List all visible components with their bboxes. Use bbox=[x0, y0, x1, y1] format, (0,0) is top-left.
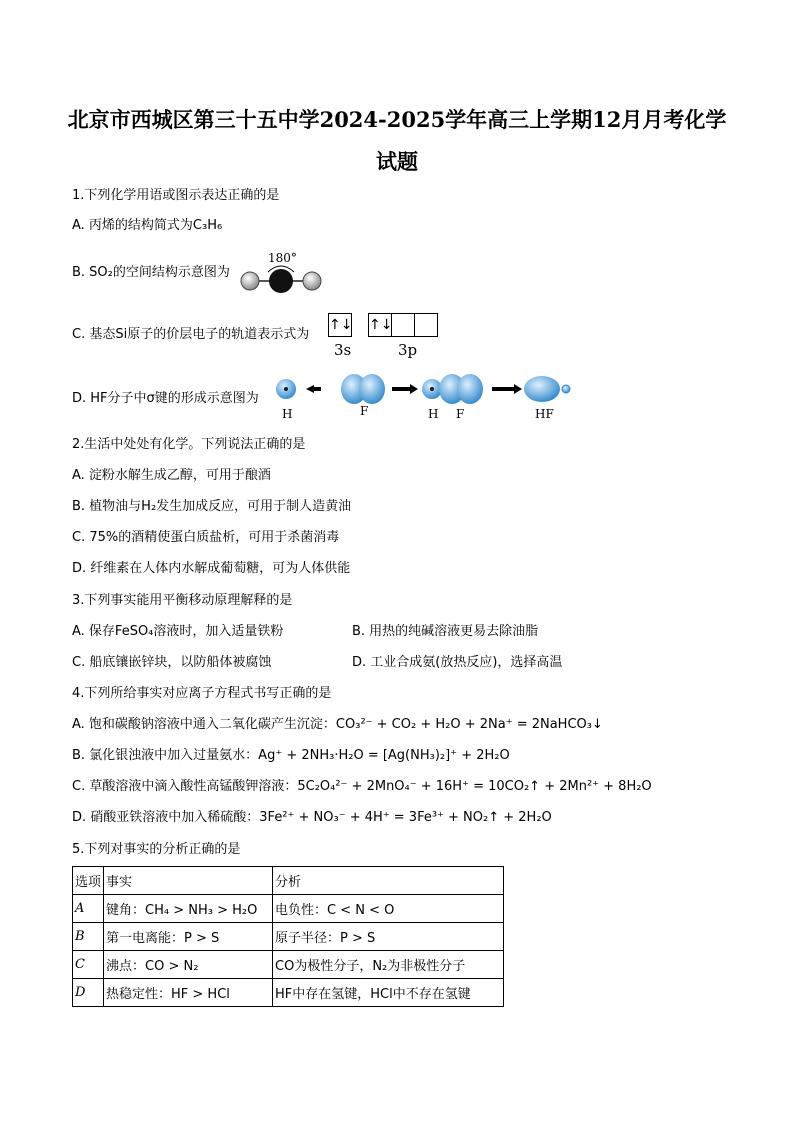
orbital-box: ↑↓ bbox=[328, 313, 352, 337]
table-row bbox=[73, 895, 504, 923]
q1-option-c: C. 基态Si原子的价层电子的轨道表示式为 bbox=[72, 327, 310, 342]
orbital-box bbox=[415, 313, 438, 337]
q2-option-c: C. 75%的酒精使蛋白质盐析，可用于杀菌消毒 bbox=[72, 530, 340, 545]
q1-option-d: D. HF分子中σ键的形成示意图为 bbox=[72, 391, 259, 406]
label-3p: 3p bbox=[398, 341, 418, 359]
q4-stem: 4.下列所给事实对应离子方程式书写正确的是 bbox=[72, 686, 332, 701]
orbital-3p bbox=[368, 313, 438, 337]
q2-stem: 2.生活中处处有化学。下列说法正确的是 bbox=[72, 437, 306, 452]
table-row bbox=[73, 979, 504, 1007]
table-header-cell: 分析 bbox=[273, 867, 504, 895]
q1-option-a: A. 丙烯的结构简式为C₃H₆ bbox=[72, 218, 223, 233]
q2-option-a: A. 淀粉水解生成乙醇，可用于酿酒 bbox=[72, 468, 271, 483]
q1-stem: 1.下列化学用语或图示表达正确的是 bbox=[72, 188, 280, 203]
so2-angle-label: 180° bbox=[268, 251, 297, 265]
q3-option-a: A. 保存FeSO₄溶液时，加入适量铁粉 bbox=[72, 624, 284, 639]
label-f1: F bbox=[360, 404, 369, 418]
q2-option-d: D. 纤维素在人体内水解成葡萄糖，可为人体供能 bbox=[72, 561, 351, 576]
q4-option-a: A. 饱和碳酸钠溶液中通入二氧化碳产生沉淀：CO₃²⁻ + CO₂ + H₂O + 2Na⁺ = 2NaHCO₃↓ bbox=[72, 717, 603, 732]
table-row bbox=[73, 923, 504, 951]
q3-option-c: C. 船底镶嵌锌块，以防船体被腐蚀 bbox=[72, 655, 272, 670]
q4-option-d: D. 硝酸亚铁溶液中加入稀硫酸：3Fe²⁺ + NO₃⁻ + 4H⁺ = 3Fe³⁺ + NO₂↑ + 2H₂O bbox=[72, 810, 552, 825]
q4-option-b: B. 氯化银浊液中加入过量氨水：Ag⁺ + 2NH₃·H₂O = [Ag(NH₃)₂]⁺ + 2H₂O bbox=[72, 748, 510, 763]
table-header-cell: 事实 bbox=[104, 867, 273, 895]
q5-stem: 5.下列对事实的分析正确的是 bbox=[72, 842, 241, 857]
doc-title-line1: 北京市西城区第三十五中学2024-2025学年高三上学期12月月考化学 bbox=[67, 107, 727, 132]
table-cell: HF中存在氢键，HCl中不存在氢键 bbox=[273, 979, 504, 1007]
table-cell: 第一电离能：P > S bbox=[104, 923, 273, 951]
label-h1: H bbox=[282, 407, 293, 421]
orbital-3s bbox=[328, 313, 352, 337]
q3-option-b: B. 用热的纯碱溶液更易去除油脂 bbox=[352, 624, 539, 639]
table-header-cell: 选项 bbox=[73, 867, 104, 895]
hf-sigma-bond-diagram bbox=[272, 372, 576, 406]
table-cell: 沸点：CO > N₂ bbox=[104, 951, 273, 979]
label-hf: HF bbox=[535, 407, 554, 421]
q4-option-c: C. 草酸溶液中滴入酸性高锰酸钾溶液：5C₂O₄²⁻ + 2MnO₄⁻ + 16H⁺ = 10CO₂↑ + 2Mn²⁺ + 8H₂O bbox=[72, 779, 652, 794]
table-cell: B bbox=[73, 923, 104, 951]
q2-option-b: B. 植物油与H₂发生加成反应，可用于制人造黄油 bbox=[72, 499, 352, 514]
label-f2: F bbox=[456, 407, 465, 421]
table-header-row bbox=[73, 867, 504, 895]
table-cell: C bbox=[73, 951, 104, 979]
table-cell: CO为极性分子，N₂为非极性分子 bbox=[273, 951, 504, 979]
table-cell: D bbox=[73, 979, 104, 1007]
q5-table bbox=[72, 866, 504, 1007]
label-3s: 3s bbox=[334, 341, 352, 359]
table-cell: 热稳定性：HF > HCl bbox=[104, 979, 273, 1007]
table-cell: A bbox=[73, 895, 104, 923]
orbital-box bbox=[392, 313, 415, 337]
q3-stem: 3.下列事实能用平衡移动原理解释的是 bbox=[72, 593, 293, 608]
table-row bbox=[73, 951, 504, 979]
orbital-box: ↑↓ bbox=[368, 313, 392, 337]
q3-option-d: D. 工业合成氨(放热反应)，选择高温 bbox=[352, 655, 563, 670]
table-cell: 电负性：C < N < O bbox=[273, 895, 504, 923]
label-h2: H bbox=[428, 407, 439, 421]
table-cell: 键角：CH₄ > NH₃ > H₂O bbox=[104, 895, 273, 923]
doc-title-line2: 试题 bbox=[376, 149, 418, 174]
table-cell: 原子半径：P > S bbox=[273, 923, 504, 951]
q1-option-b: B. SO₂的空间结构示意图为 bbox=[72, 265, 230, 280]
